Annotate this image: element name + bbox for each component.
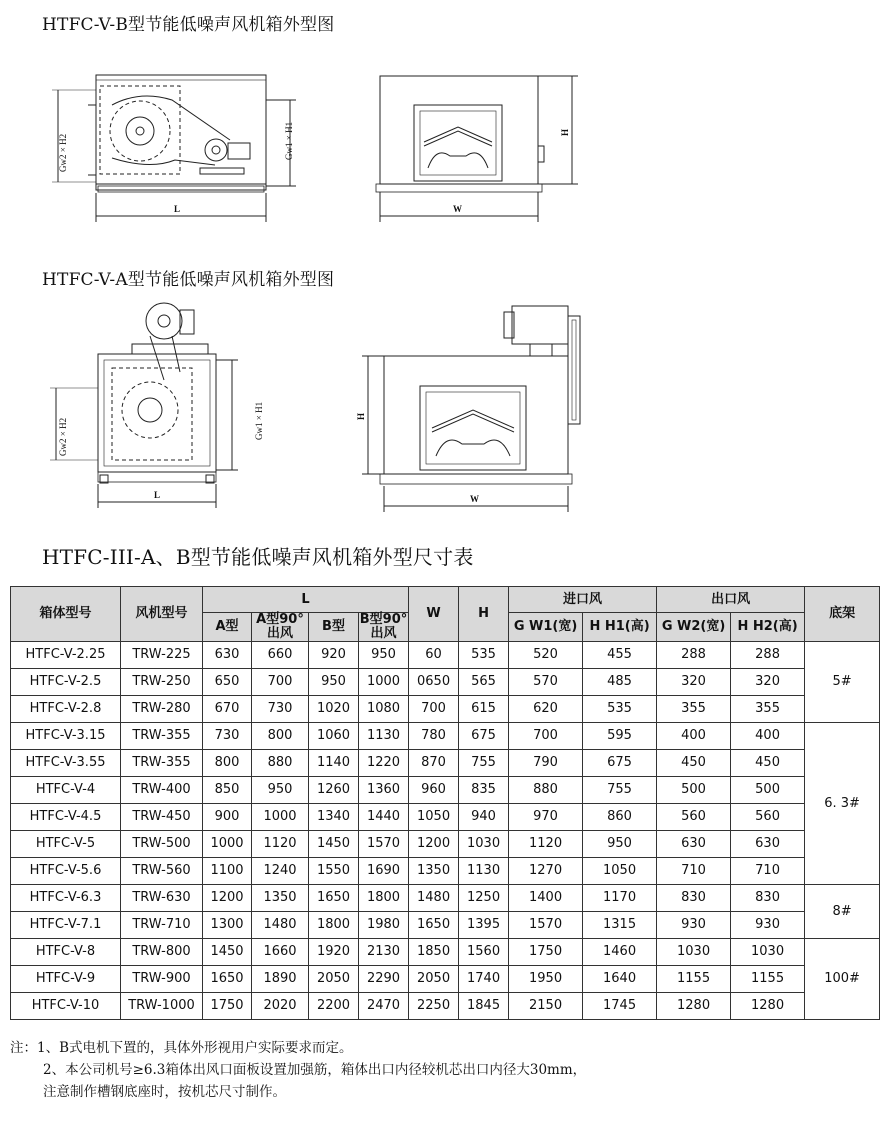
b-dim-W: W bbox=[453, 204, 462, 214]
table-cell: 880 bbox=[509, 777, 583, 804]
table-cell: 860 bbox=[583, 804, 657, 831]
b-dim-gw1-h1: Gw1 × H1 bbox=[284, 121, 294, 160]
table-cell: 1080 bbox=[359, 696, 409, 723]
table-cell: 1980 bbox=[359, 912, 409, 939]
table-cell: 1350 bbox=[252, 885, 309, 912]
b-dim-H: H bbox=[560, 128, 570, 136]
th-outlet: 出口风 bbox=[657, 587, 805, 613]
table-cell: 1440 bbox=[359, 804, 409, 831]
table-cell: 950 bbox=[252, 777, 309, 804]
table-title: HTFC-III-A、B型节能低噪声风机箱外型尺寸表 bbox=[42, 545, 474, 569]
a-dim-gw2-h2: Gw2 × H2 bbox=[58, 417, 68, 456]
table-cell: 950 bbox=[359, 642, 409, 669]
table-cell: 1750 bbox=[203, 993, 252, 1020]
table-cell: 700 bbox=[409, 696, 459, 723]
th-g-w1: G W1(宽) bbox=[509, 613, 583, 642]
table-cell: 520 bbox=[509, 642, 583, 669]
note-1: 注：1、B式电机下置的，具体外形视用户实际要求而定。 bbox=[10, 1040, 353, 1056]
table-cell: 1120 bbox=[509, 831, 583, 858]
table-row bbox=[11, 777, 880, 804]
table-cell: 615 bbox=[459, 696, 509, 723]
table-cell: 2020 bbox=[252, 993, 309, 1020]
table-cell: 1280 bbox=[731, 993, 805, 1020]
table-cell: 1170 bbox=[583, 885, 657, 912]
table-cell: 535 bbox=[459, 642, 509, 669]
table-cell: 880 bbox=[252, 750, 309, 777]
table-row bbox=[11, 993, 880, 1020]
table-cell: 930 bbox=[731, 912, 805, 939]
table-cell: 620 bbox=[509, 696, 583, 723]
table-cell: 2050 bbox=[309, 966, 359, 993]
table-row bbox=[11, 723, 880, 750]
table-cell: 1250 bbox=[459, 885, 509, 912]
table-cell: HTFC-V-8 bbox=[11, 939, 121, 966]
table-cell: TRW-500 bbox=[121, 831, 203, 858]
table-cell: 1460 bbox=[583, 939, 657, 966]
table-cell: TRW-800 bbox=[121, 939, 203, 966]
table-cell: 455 bbox=[583, 642, 657, 669]
table-cell: 450 bbox=[731, 750, 805, 777]
table-body bbox=[11, 642, 880, 1020]
a-drawing-title: HTFC-V-A型节能低噪声风机箱外型图 bbox=[42, 270, 335, 290]
table-cell: 675 bbox=[459, 723, 509, 750]
table-cell: 2200 bbox=[309, 993, 359, 1020]
table-row bbox=[11, 858, 880, 885]
a-side-view bbox=[50, 303, 238, 508]
table-cell: 790 bbox=[509, 750, 583, 777]
table-cell: HTFC-V-3.55 bbox=[11, 750, 121, 777]
table-cell: HTFC-V-3.15 bbox=[11, 723, 121, 750]
base-cell: 100# bbox=[805, 939, 880, 1020]
table-cell: 1130 bbox=[459, 858, 509, 885]
table-cell: 560 bbox=[731, 804, 805, 831]
table-cell: 1690 bbox=[359, 858, 409, 885]
a-dim-H: H bbox=[356, 412, 366, 420]
table-cell: 710 bbox=[731, 858, 805, 885]
table-cell: 1480 bbox=[409, 885, 459, 912]
table-row bbox=[11, 912, 880, 939]
table-cell: 1120 bbox=[252, 831, 309, 858]
table-row bbox=[11, 831, 880, 858]
table-cell: 288 bbox=[731, 642, 805, 669]
table-cell: 1480 bbox=[252, 912, 309, 939]
table-row bbox=[11, 939, 880, 966]
b-side-view bbox=[52, 75, 296, 222]
table-cell: 400 bbox=[657, 723, 731, 750]
table-cell: 970 bbox=[509, 804, 583, 831]
table-cell: TRW-400 bbox=[121, 777, 203, 804]
table-cell: 1360 bbox=[359, 777, 409, 804]
th-W: W bbox=[409, 587, 459, 642]
table-cell: TRW-560 bbox=[121, 858, 203, 885]
th-L: L bbox=[203, 587, 409, 613]
table-cell: 930 bbox=[657, 912, 731, 939]
table-cell: 570 bbox=[509, 669, 583, 696]
table-cell: HTFC-V-9 bbox=[11, 966, 121, 993]
table-cell: 1800 bbox=[359, 885, 409, 912]
table-cell: 950 bbox=[309, 669, 359, 696]
table-row bbox=[11, 804, 880, 831]
th-base: 底架 bbox=[805, 587, 880, 642]
table-cell: 900 bbox=[203, 804, 252, 831]
table-cell: HTFC-V-6.3 bbox=[11, 885, 121, 912]
table-cell: 450 bbox=[657, 750, 731, 777]
table-cell: 1850 bbox=[409, 939, 459, 966]
table-cell: TRW-450 bbox=[121, 804, 203, 831]
table-cell: 700 bbox=[509, 723, 583, 750]
table-cell: 500 bbox=[731, 777, 805, 804]
table-cell: 1650 bbox=[309, 885, 359, 912]
th-b-90: B型90°出风 bbox=[359, 612, 408, 641]
table-cell: 1280 bbox=[657, 993, 731, 1020]
table-cell: 1890 bbox=[252, 966, 309, 993]
table-cell: 1100 bbox=[203, 858, 252, 885]
table-cell: 288 bbox=[657, 642, 731, 669]
table-cell: 1020 bbox=[309, 696, 359, 723]
table-cell: 730 bbox=[252, 696, 309, 723]
table-cell: 1650 bbox=[409, 912, 459, 939]
table-cell: 1050 bbox=[409, 804, 459, 831]
table-cell: 1155 bbox=[657, 966, 731, 993]
table-cell: 730 bbox=[203, 723, 252, 750]
table-cell: HTFC-V-2.25 bbox=[11, 642, 121, 669]
table-row bbox=[11, 966, 880, 993]
table-cell: 1140 bbox=[309, 750, 359, 777]
table-cell: 670 bbox=[203, 696, 252, 723]
table-cell: 675 bbox=[583, 750, 657, 777]
table-cell: HTFC-V-2.8 bbox=[11, 696, 121, 723]
table-row bbox=[11, 750, 880, 777]
th-box-model: 箱体型号 bbox=[11, 587, 121, 642]
table-cell: 355 bbox=[731, 696, 805, 723]
table-row bbox=[11, 885, 880, 912]
base-cell: 6. 3# bbox=[805, 723, 880, 885]
table-cell: 535 bbox=[583, 696, 657, 723]
th-a-type: A型 bbox=[203, 613, 252, 642]
table-cell: 1650 bbox=[203, 966, 252, 993]
table-cell: 2290 bbox=[359, 966, 409, 993]
table-cell: TRW-355 bbox=[121, 750, 203, 777]
table-cell: 660 bbox=[252, 642, 309, 669]
table-cell: 485 bbox=[583, 669, 657, 696]
table-cell: 1315 bbox=[583, 912, 657, 939]
th-b-type: B型 bbox=[309, 613, 359, 642]
table-cell: 400 bbox=[731, 723, 805, 750]
table-cell: 830 bbox=[657, 885, 731, 912]
table-cell: 950 bbox=[583, 831, 657, 858]
table-cell: 780 bbox=[409, 723, 459, 750]
table-cell: 830 bbox=[731, 885, 805, 912]
table-cell: 1260 bbox=[309, 777, 359, 804]
table-cell: 1240 bbox=[252, 858, 309, 885]
b-front-view bbox=[376, 76, 578, 222]
table-cell: 755 bbox=[583, 777, 657, 804]
table-cell: 1000 bbox=[252, 804, 309, 831]
table-cell: TRW-1000 bbox=[121, 993, 203, 1020]
table-cell: 2150 bbox=[509, 993, 583, 1020]
table-cell: HTFC-V-4 bbox=[11, 777, 121, 804]
table-cell: 1550 bbox=[309, 858, 359, 885]
table-cell: 595 bbox=[583, 723, 657, 750]
table-cell: 1570 bbox=[359, 831, 409, 858]
table-row bbox=[11, 669, 880, 696]
table-cell: 1030 bbox=[657, 939, 731, 966]
table-cell: 650 bbox=[203, 669, 252, 696]
b-dim-gw2-h2: Gw2 × H2 bbox=[58, 133, 68, 172]
table-cell: 1000 bbox=[359, 669, 409, 696]
note-2: 2、本公司机号≥6.3箱体出风口面板设置加强筋，箱体出口内径较机芯出口内径大30mm， bbox=[43, 1062, 587, 1078]
table-cell: 1395 bbox=[459, 912, 509, 939]
table-row bbox=[11, 696, 880, 723]
table-cell: 1000 bbox=[203, 831, 252, 858]
note-3: 注意制作槽钢底座时，按机芯尺寸制作。 bbox=[43, 1084, 286, 1100]
table-cell: 1155 bbox=[731, 966, 805, 993]
a-dim-W: W bbox=[470, 494, 479, 504]
table-cell: 1400 bbox=[509, 885, 583, 912]
th-fan-model: 风机型号 bbox=[121, 587, 203, 642]
table-cell: 1640 bbox=[583, 966, 657, 993]
table-cell: 1050 bbox=[583, 858, 657, 885]
a-front-view bbox=[362, 306, 580, 512]
table-cell: TRW-355 bbox=[121, 723, 203, 750]
table-cell: HTFC-V-10 bbox=[11, 993, 121, 1020]
table-cell: 1845 bbox=[459, 993, 509, 1020]
table-cell: TRW-280 bbox=[121, 696, 203, 723]
table-cell: 1800 bbox=[309, 912, 359, 939]
table-cell: 560 bbox=[657, 804, 731, 831]
table-cell: 850 bbox=[203, 777, 252, 804]
table-cell: 940 bbox=[459, 804, 509, 831]
notes bbox=[10, 1037, 586, 1103]
table-cell: 320 bbox=[731, 669, 805, 696]
th-a-90: A型90°出风 bbox=[252, 613, 309, 642]
table-cell: 1220 bbox=[359, 750, 409, 777]
th-h-h2: H H2(高) bbox=[731, 613, 805, 642]
table-cell: 800 bbox=[203, 750, 252, 777]
table-cell: 755 bbox=[459, 750, 509, 777]
b-dim-L: L bbox=[174, 204, 181, 214]
table-cell: 1950 bbox=[509, 966, 583, 993]
table-cell: HTFC-V-5 bbox=[11, 831, 121, 858]
table-cell: 1570 bbox=[509, 912, 583, 939]
table-cell: 1130 bbox=[359, 723, 409, 750]
table-cell: 60 bbox=[409, 642, 459, 669]
th-H: H bbox=[459, 587, 509, 642]
table-cell: 1740 bbox=[459, 966, 509, 993]
table-cell: 710 bbox=[657, 858, 731, 885]
table-cell: 960 bbox=[409, 777, 459, 804]
a-dim-gw1-h1: Gw1 × H1 bbox=[254, 401, 264, 440]
table-cell: TRW-225 bbox=[121, 642, 203, 669]
table-cell: TRW-630 bbox=[121, 885, 203, 912]
table-cell: 320 bbox=[657, 669, 731, 696]
th-g-w2: G W2(宽) bbox=[657, 613, 731, 642]
table-cell: 1060 bbox=[309, 723, 359, 750]
table-cell: 1450 bbox=[309, 831, 359, 858]
table-cell: 2130 bbox=[359, 939, 409, 966]
table-cell: HTFC-V-2.5 bbox=[11, 669, 121, 696]
th-h-h1: H H1(高) bbox=[583, 613, 657, 642]
th-inlet: 进口风 bbox=[509, 587, 657, 613]
table-cell: 1270 bbox=[509, 858, 583, 885]
table-cell: 1200 bbox=[203, 885, 252, 912]
table-cell: 0650 bbox=[409, 669, 459, 696]
table-cell: 1745 bbox=[583, 993, 657, 1020]
table-cell: HTFC-V-7.1 bbox=[11, 912, 121, 939]
table-cell: TRW-900 bbox=[121, 966, 203, 993]
table-row bbox=[11, 642, 880, 669]
table-cell: 1350 bbox=[409, 858, 459, 885]
a-dim-L: L bbox=[154, 490, 161, 500]
table-cell: 2250 bbox=[409, 993, 459, 1020]
table-cell: 800 bbox=[252, 723, 309, 750]
table-cell: 1300 bbox=[203, 912, 252, 939]
table-cell: 700 bbox=[252, 669, 309, 696]
table-cell: 2470 bbox=[359, 993, 409, 1020]
base-cell: 5# bbox=[805, 642, 880, 723]
table-cell: 355 bbox=[657, 696, 731, 723]
table-cell: 1450 bbox=[203, 939, 252, 966]
table-cell: HTFC-V-5.6 bbox=[11, 858, 121, 885]
table-cell: 1030 bbox=[459, 831, 509, 858]
table-cell: 1920 bbox=[309, 939, 359, 966]
table-cell: 920 bbox=[309, 642, 359, 669]
table-cell: 1750 bbox=[509, 939, 583, 966]
table-cell: 630 bbox=[657, 831, 731, 858]
table-cell: TRW-250 bbox=[121, 669, 203, 696]
b-drawing-title: HTFC-V-B型节能低噪声风机箱外型图 bbox=[42, 15, 335, 35]
table-cell: 2050 bbox=[409, 966, 459, 993]
table-cell: 1200 bbox=[409, 831, 459, 858]
table-cell: 630 bbox=[731, 831, 805, 858]
table-cell: HTFC-V-4.5 bbox=[11, 804, 121, 831]
technical-drawings bbox=[0, 0, 885, 540]
table-cell: 1340 bbox=[309, 804, 359, 831]
table-cell: 500 bbox=[657, 777, 731, 804]
table-cell: 565 bbox=[459, 669, 509, 696]
dimension-table bbox=[10, 586, 880, 1020]
table-cell: 630 bbox=[203, 642, 252, 669]
table-cell: TRW-710 bbox=[121, 912, 203, 939]
table-cell: 1660 bbox=[252, 939, 309, 966]
table-cell: 1560 bbox=[459, 939, 509, 966]
table-cell: 1030 bbox=[731, 939, 805, 966]
table-cell: 870 bbox=[409, 750, 459, 777]
table-cell: 835 bbox=[459, 777, 509, 804]
base-cell: 8# bbox=[805, 885, 880, 939]
